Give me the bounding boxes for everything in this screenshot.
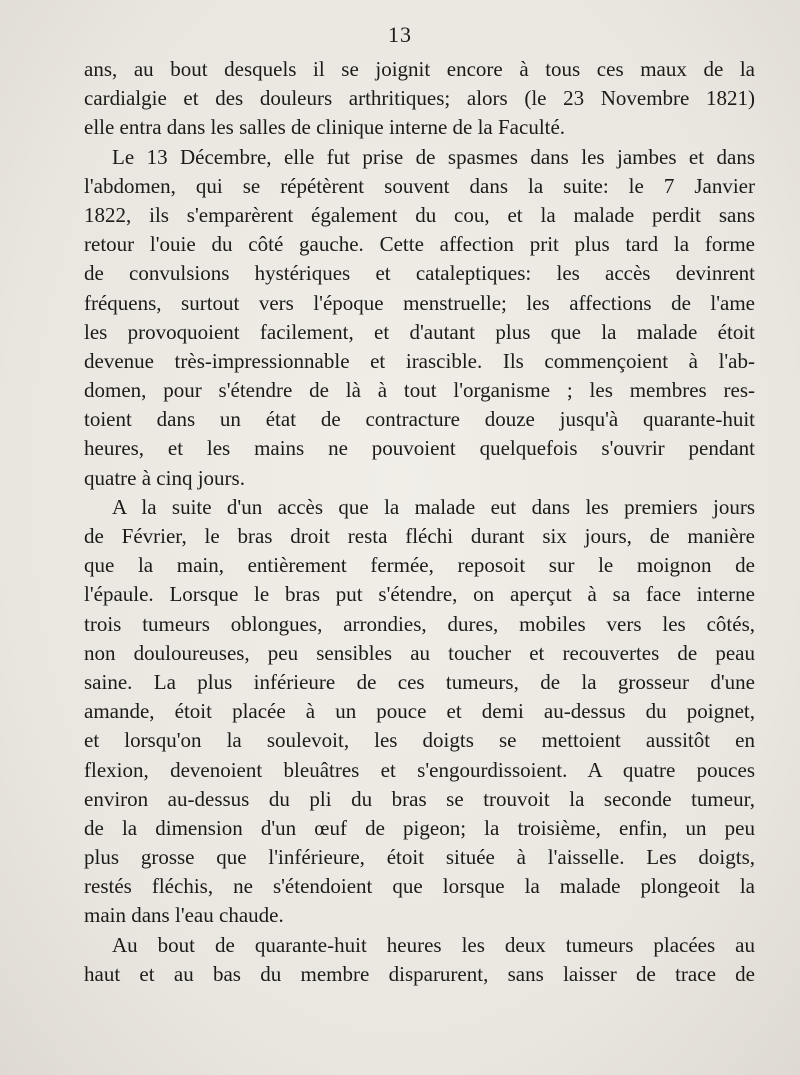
text-line: haut et au bas du membre disparurent, sans laisser de trace de	[84, 961, 755, 986]
text-line: ans, au bout desquels il se joignit encore à tous ces maux de la	[84, 57, 755, 81]
text-line: devenue très-impressionnable et irascible. Ils commençoient à l'ab-	[84, 348, 755, 373]
text-line: non douloureuses, peu sensibles au toucher et recouvertes de peau	[84, 640, 755, 665]
paragraph	[84, 931, 755, 989]
page-number: 13	[388, 22, 412, 47]
text-line: amande, étoit placée à un pouce et demi au-dessus du poignet,	[84, 699, 755, 724]
text-line: quatre à cinq jours.	[84, 465, 245, 490]
text-line: toient dans un état de contracture douze jusqu'à quarante-huit	[84, 407, 755, 432]
text-line: les provoquoient facilement, et d'autant plus que la malade étoit	[84, 319, 755, 344]
body-text	[84, 55, 755, 989]
text-line: fréquens, surtout vers l'époque menstruelle; les affections de l'ame	[84, 290, 755, 315]
text-line: heures, et les mains ne pouvoient quelquefois s'ouvrir pendant	[84, 436, 755, 461]
paragraph	[84, 493, 755, 931]
text-line: saine. La plus inférieure de ces tumeurs, de la grosseur d'une	[84, 669, 755, 694]
text-line: Au bout de quarante-huit heures les deux tumeurs placées au	[112, 932, 755, 957]
paragraph	[84, 143, 755, 493]
text-line: que la main, entièrement fermée, reposoit sur le moignon de	[84, 553, 755, 578]
text-line: trois tumeurs oblongues, arrondies, dures, mobiles vers les côtés,	[84, 611, 755, 636]
paragraph	[84, 55, 755, 143]
text-line: plus grosse que l'inférieure, étoit située à l'aisselle. Les doigts,	[84, 845, 755, 870]
text-line: flexion, devenoient bleuâtres et s'engourdissoient. A quatre pouces	[84, 757, 755, 782]
text-line: restés fléchis, ne s'étendoient que lorsque la malade plongeoit la	[84, 874, 755, 899]
text-line: 1822, ils s'emparèrent également du cou, et la malade perdit sans	[84, 202, 755, 227]
text-line: de convulsions hystériques et cataleptiques: les accès devinrent	[84, 261, 755, 286]
text-line: main dans l'eau chaude.	[84, 903, 284, 928]
text-line: l'épaule. Lorsque le bras put s'étendre, on aperçut à sa face interne	[84, 582, 755, 607]
text-line: retour l'ouie du côté gauche. Cette affection prit plus tard la forme	[84, 232, 755, 257]
text-line: environ au-dessus du pli du bras se trouvoit la seconde tumeur,	[84, 786, 755, 811]
text-line: cardialgie et des douleurs arthritiques; alors (le 23 Novembre 1821)	[84, 86, 755, 111]
text-line: et lorsqu'on la soulevoit, les doigts se mettoient aussitôt en	[84, 728, 755, 753]
text-line: l'abdomen, qui se répétèrent souvent dans la suite: le 7 Janvier	[84, 173, 755, 198]
text-line: Le 13 Décembre, elle fut prise de spasmes dans les jambes et dans	[112, 144, 755, 169]
text-line: de Février, le bras droit resta fléchi durant six jours, de manière	[84, 524, 755, 548]
text-line: domen, pour s'étendre de là à tout l'organisme ; les membres res-	[84, 378, 755, 403]
text-line: A la suite d'un accès que la malade eut dans les premiers jours	[112, 494, 755, 519]
text-line: elle entra dans les salles de clinique interne de la Faculté.	[84, 115, 566, 140]
text-line: de la dimension d'un œuf de pigeon; la troisième, enfin, un peu	[84, 815, 755, 840]
